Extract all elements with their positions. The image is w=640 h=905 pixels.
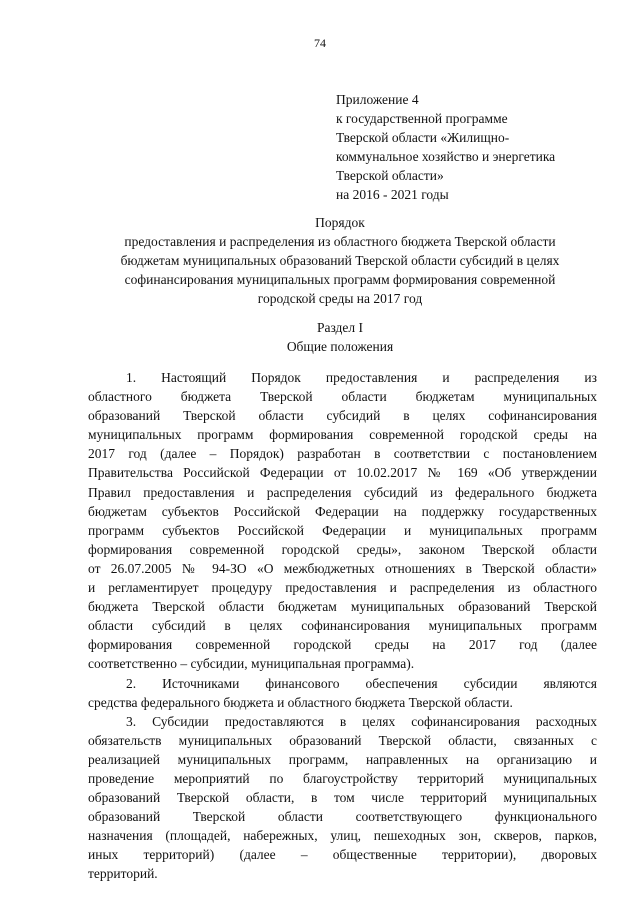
paragraph-line: образований Тверской области соответствующего функционального xyxy=(88,809,597,825)
title-heading: Порядок xyxy=(315,215,365,230)
paragraph-line: соответственно – субсидии, муниципальная программа). xyxy=(88,656,415,672)
appendix-line: коммунальное хозяйство и энергетика xyxy=(336,149,556,164)
paragraph-line: проведение мероприятий по благоустройству территорий муниципальных xyxy=(88,770,597,786)
paragraph-2 xyxy=(88,674,597,712)
paragraph-line: обязательств муниципальных образований Тверской области, связанных с xyxy=(88,732,597,748)
paragraph-line: области субсидий в целях софинансирования муниципальных программ xyxy=(88,618,597,634)
paragraph-line: формирования современной городской среды», законом Тверской области xyxy=(88,541,597,557)
paragraph-line: 1. Настоящий Порядок предоставления и распределения из xyxy=(126,370,597,385)
paragraph-line: областного бюджета Тверской области бюджетам муниципальных xyxy=(88,389,597,405)
paragraph-line: территорий. xyxy=(88,866,158,882)
paragraph-line: бюджетам субъектов Российской Федерации на поддержку государственных xyxy=(88,503,597,519)
paragraph-line: муниципальных программ формирования современной городской среды на xyxy=(88,427,597,443)
paragraph-line: иных территорий) (далее – общественные территории), дворовых xyxy=(88,847,597,863)
paragraph-line: Правил предоставления и распределения субсидий из федерального бюджета xyxy=(88,484,597,500)
title-line: софинансирования муниципальных программ формирования современной xyxy=(124,272,556,287)
paragraph-3 xyxy=(88,712,597,884)
paragraph-line: реализацией муниципальных программ, направленных на организацию и xyxy=(88,751,597,767)
paragraph-line: средства федерального бюджета и областного бюджета Тверской области. xyxy=(88,694,513,710)
paragraph-line: образований Тверской области, в том числе территорий муниципальных xyxy=(88,790,597,806)
title-line: бюджетам муниципальных образований Тверской области субсидий в целях xyxy=(120,253,560,268)
paragraph-1 xyxy=(88,368,597,674)
paragraph-line: от 26.07.2005 № 94-ЗО «О межбюджетных отношениях в Тверской области» xyxy=(88,560,597,576)
paragraph-line: формирования современной городской среды на 2017 год (далее xyxy=(88,637,597,653)
paragraph-line: назначения (площадей, набережных, улиц, пешеходных зон, скверов, парков, xyxy=(88,828,597,844)
paragraph-line: 3. Субсидии предоставляются в целях софинансирования расходных xyxy=(126,713,597,729)
paragraph-line: и регламентирует процедуру предоставления и распределения из областного xyxy=(88,580,597,596)
appendix-line: Приложение 4 xyxy=(336,92,419,107)
document-title xyxy=(40,213,640,308)
section-number: Раздел I xyxy=(316,320,364,335)
appendix-header xyxy=(336,90,626,204)
section-name: Общие положения xyxy=(286,339,394,354)
paragraph-line: 2017 год (далее – Порядок) разработан в соответствии с постановлением xyxy=(88,446,597,462)
paragraph-line: программ субъектов Российской Федерации и муниципальных программ xyxy=(88,522,597,538)
paragraph-line: образований Тверской области субсидий в целях софинансирования xyxy=(88,408,597,424)
title-line: городской среды на 2017 год xyxy=(257,291,423,306)
body-text xyxy=(88,368,597,884)
appendix-line: к государственной программе xyxy=(336,111,508,126)
appendix-line: на 2016 - 2021 годы xyxy=(336,187,449,202)
paragraph-line: Правительства Российской Федерации от 10.02.2017 № 169 «Об утверждении xyxy=(88,465,597,481)
title-line: предоставления и распределения из областного бюджета Тверской области xyxy=(124,234,556,249)
appendix-line: Тверской области «Жилищно- xyxy=(336,130,510,145)
section-header xyxy=(40,318,640,356)
paragraph-line: бюджета Тверской области бюджетам муниципальных образований Тверской xyxy=(88,599,597,615)
paragraph-line: 2. Источниками финансового обеспечения субсидии являются xyxy=(126,675,597,691)
appendix-line: Тверской области» xyxy=(336,168,444,183)
page-number: 74 xyxy=(314,36,326,50)
